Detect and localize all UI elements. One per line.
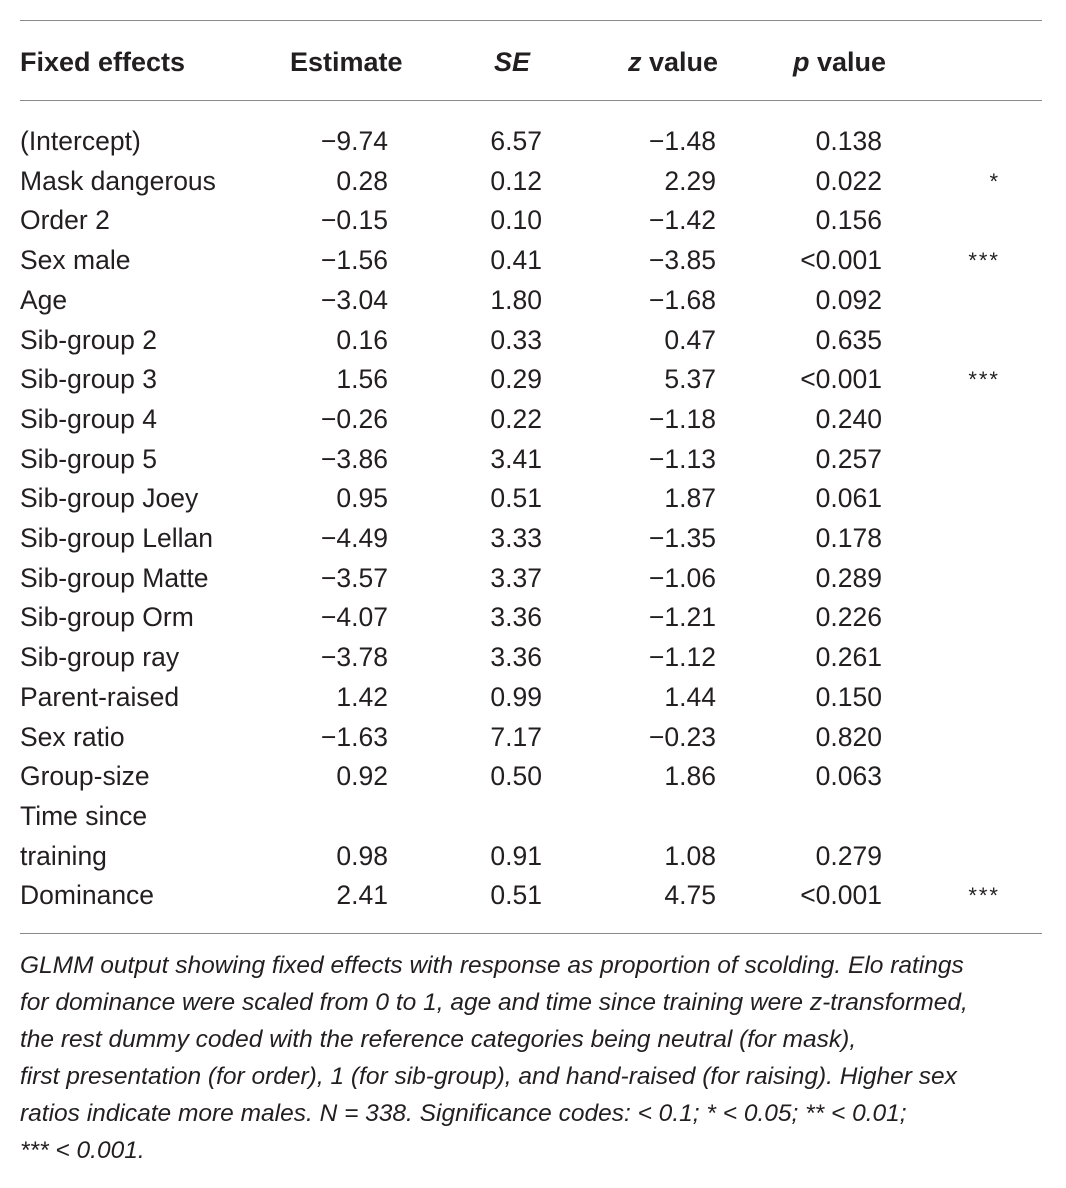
p-value-cell: 0.063 — [815, 761, 882, 792]
significance-cell — [882, 321, 1000, 361]
term-cell: Sib-group Lellan — [20, 523, 213, 554]
z-value-cell: 1.44 — [664, 681, 716, 712]
significance-cell: * — [989, 168, 1000, 194]
header-p-rest: value — [809, 47, 887, 77]
caption-line: for dominance were scaled from 0 to 1, age and time since training were z-transformed, — [20, 989, 968, 1016]
p-value-cell: <0.001 — [800, 880, 882, 911]
term-cell: Sib-group Orm — [20, 602, 194, 633]
z-value-cell: −3.85 — [648, 245, 716, 276]
table-row — [20, 519, 1000, 559]
estimate-cell — [280, 797, 388, 837]
table-caption — [20, 947, 1050, 1169]
header-rule — [20, 100, 1042, 101]
term-cell: Parent-raised — [20, 681, 180, 712]
significance-cell — [882, 837, 1000, 877]
term-cell: Sib-group 2 — [20, 324, 158, 355]
table-row — [20, 162, 1000, 202]
p-value-cell: 0.257 — [815, 443, 882, 474]
table-row — [20, 360, 1000, 400]
z-value-cell: −1.13 — [648, 443, 716, 474]
p-value-cell: 0.138 — [815, 126, 882, 156]
se-cell: 3.33 — [490, 523, 542, 554]
term-cell: Order 2 — [20, 205, 110, 236]
z-value-cell: −1.68 — [648, 284, 716, 315]
term-cell: Sex male — [20, 245, 131, 276]
term-cell: (Intercept) — [20, 126, 141, 156]
se-cell: 0.22 — [490, 403, 542, 434]
term-cell: Sib-group 3 — [20, 364, 158, 395]
p-value-cell: 0.226 — [815, 602, 882, 633]
header-p-value — [793, 44, 886, 80]
significance-cell — [882, 757, 1000, 797]
p-value-cell: 0.178 — [815, 523, 882, 554]
caption-line: ratios indicate more males. N = 338. Significance codes: < 0.1; * < 0.05; ** < 0.01; — [20, 1100, 907, 1127]
se-cell: 3.36 — [490, 602, 542, 633]
p-value-cell: 0.240 — [815, 403, 882, 434]
table-row — [20, 122, 1000, 162]
header-se-text: SE — [494, 47, 531, 77]
term-cell: Sib-group ray — [20, 642, 180, 673]
caption-line: *** < 0.001. — [20, 1137, 145, 1164]
caption-line: the rest dummy coded with the reference categories being neutral (for mask), — [20, 1026, 857, 1053]
p-value-cell: <0.001 — [800, 364, 882, 395]
table-row — [20, 321, 1000, 361]
table-row — [20, 718, 1000, 758]
se-cell: 0.12 — [490, 165, 542, 196]
header-fixed-effects: Fixed effects — [20, 47, 186, 77]
se-cell: 7.17 — [490, 721, 542, 752]
z-value-cell: −1.42 — [648, 205, 716, 236]
table-row — [20, 479, 1000, 519]
caption-line: GLMM output showing fixed effects with response as proportion of scolding. Elo ratings — [20, 952, 964, 979]
se-cell: 0.29 — [490, 364, 542, 395]
z-value-cell: −1.06 — [648, 562, 716, 593]
term-cell: Mask dangerous — [20, 165, 216, 196]
table-row — [20, 638, 1000, 678]
top-rule — [20, 20, 1042, 21]
header-z-rest: value — [641, 47, 719, 77]
p-value-cell: 0.635 — [815, 324, 882, 355]
p-value-cell: 0.150 — [815, 681, 882, 712]
term-cell: Sib-group 4 — [20, 403, 158, 434]
significance-cell — [882, 400, 1000, 440]
significance-cell: *** — [968, 248, 1000, 274]
significance-cell — [882, 122, 1000, 162]
se-cell — [388, 797, 542, 837]
se-cell: 6.57 — [490, 126, 542, 156]
p-value-cell: 0.820 — [815, 721, 882, 752]
se-cell: 0.41 — [490, 245, 542, 276]
term-cell: Group-size — [20, 761, 150, 792]
significance-cell — [882, 718, 1000, 758]
estimate-cell: 2.41 — [336, 880, 388, 911]
se-cell: 0.50 — [490, 761, 542, 792]
significance-cell — [882, 281, 1000, 321]
term-cell: Sex ratio — [20, 721, 125, 752]
significance-cell — [882, 598, 1000, 638]
p-value-cell: 0.261 — [815, 642, 882, 673]
header-se — [494, 44, 530, 80]
significance-cell — [882, 440, 1000, 480]
table-row — [20, 559, 1000, 599]
table-row — [20, 678, 1000, 718]
estimate-cell: −4.07 — [320, 602, 388, 633]
bottom-rule — [20, 933, 1042, 934]
p-value-cell: <0.001 — [800, 245, 882, 276]
estimate-cell: 0.92 — [336, 761, 388, 792]
se-cell: 0.91 — [490, 840, 542, 871]
estimate-cell: 1.56 — [336, 364, 388, 395]
significance-cell — [882, 797, 1000, 837]
z-value-cell: 4.75 — [664, 880, 716, 911]
se-cell: 0.99 — [490, 681, 542, 712]
estimate-cell: 0.98 — [336, 840, 388, 871]
estimate-cell: −4.49 — [320, 523, 388, 554]
z-value-cell: −1.12 — [648, 642, 716, 673]
estimate-cell: −0.15 — [320, 205, 388, 236]
z-value-cell: 2.29 — [664, 165, 716, 196]
estimate-cell: 0.95 — [336, 483, 388, 514]
z-value-cell: 0.47 — [664, 324, 716, 355]
z-value-cell: −1.35 — [648, 523, 716, 554]
table-row — [20, 400, 1000, 440]
se-cell: 0.33 — [490, 324, 542, 355]
table-row — [20, 281, 1000, 321]
term-cell: Sib-group Joey — [20, 483, 199, 514]
term-cell: Dominance — [20, 880, 155, 911]
se-cell: 3.41 — [490, 443, 542, 474]
se-cell: 1.80 — [490, 284, 542, 315]
caption-line: first presentation (for order), 1 (for sib-group), and hand-raised (for raising). Higher sex — [20, 1063, 957, 1090]
significance-cell — [882, 519, 1000, 559]
z-value-cell: −1.21 — [648, 602, 716, 633]
table-row — [20, 837, 1000, 877]
fixed-effects-table — [20, 122, 1000, 916]
header-p-italic: p — [793, 47, 810, 77]
z-value-cell: −1.18 — [648, 403, 716, 434]
p-value-cell: 0.279 — [815, 840, 882, 871]
se-cell: 3.37 — [490, 562, 542, 593]
z-value-cell: −1.48 — [648, 126, 716, 156]
p-value-cell: 0.156 — [815, 205, 882, 236]
p-value-cell — [716, 797, 882, 837]
term-cell: Age — [20, 284, 68, 315]
p-value-cell: 0.061 — [815, 483, 882, 514]
p-value-cell: 0.092 — [815, 284, 882, 315]
z-value-cell — [542, 797, 716, 837]
se-cell: 0.10 — [490, 205, 542, 236]
table-row — [20, 797, 1000, 837]
table-body — [20, 122, 1000, 916]
se-cell: 0.51 — [490, 880, 542, 911]
estimate-cell: −9.74 — [320, 126, 388, 156]
significance-cell — [882, 678, 1000, 718]
p-value-cell: 0.022 — [815, 165, 882, 196]
significance-cell: *** — [968, 367, 1000, 393]
estimate-cell: −3.78 — [320, 642, 388, 673]
p-value-cell: 0.289 — [815, 562, 882, 593]
z-value-cell: 1.08 — [664, 840, 716, 871]
z-value-cell: 1.87 — [664, 483, 716, 514]
significance-cell: *** — [968, 883, 1000, 909]
header-z-value — [628, 44, 718, 80]
significance-cell — [882, 559, 1000, 599]
z-value-cell: 1.86 — [664, 761, 716, 792]
estimate-cell: −3.86 — [320, 443, 388, 474]
term-cell: Time since — [20, 800, 148, 831]
significance-cell — [882, 638, 1000, 678]
table-row — [20, 440, 1000, 480]
table-row — [20, 241, 1000, 281]
estimate-cell: 0.16 — [336, 324, 388, 355]
z-value-cell: 5.37 — [664, 364, 716, 395]
estimate-cell: −1.63 — [320, 721, 388, 752]
z-value-cell: −0.23 — [648, 721, 716, 752]
table-row — [20, 757, 1000, 797]
estimate-cell: −1.56 — [320, 245, 388, 276]
estimate-cell: −3.04 — [320, 284, 388, 315]
se-cell: 0.51 — [490, 483, 542, 514]
term-cell: Sib-group 5 — [20, 443, 158, 474]
term-cell: training — [20, 840, 107, 871]
header-estimate: Estimate — [290, 47, 403, 77]
header-z-italic: z — [628, 47, 642, 77]
estimate-cell: 0.28 — [336, 165, 388, 196]
estimate-cell: −3.57 — [320, 562, 388, 593]
significance-cell — [882, 201, 1000, 241]
estimate-cell: 1.42 — [336, 681, 388, 712]
table-row — [20, 201, 1000, 241]
term-cell: Sib-group Matte — [20, 562, 209, 593]
table-row — [20, 876, 1000, 916]
estimate-cell: −0.26 — [320, 403, 388, 434]
se-cell: 3.36 — [490, 642, 542, 673]
table-row — [20, 598, 1000, 638]
significance-cell — [882, 479, 1000, 519]
